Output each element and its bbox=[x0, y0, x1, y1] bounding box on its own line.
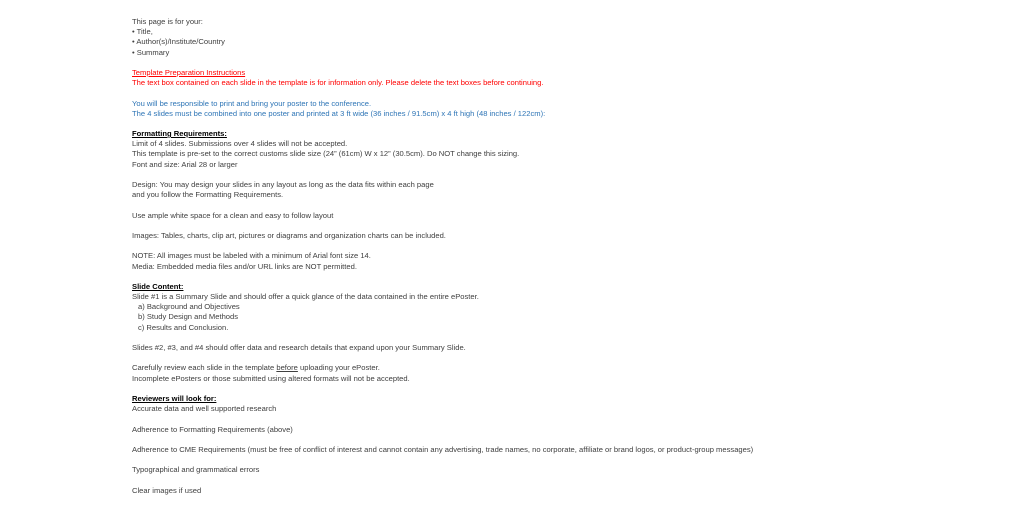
slide-content-heading: Slide Content: bbox=[132, 281, 184, 291]
formatting-note-images: NOTE: All images must be labeled with a minimum of Arial font size 14. bbox=[132, 251, 371, 261]
review-post-text: uploading your ePoster. bbox=[297, 363, 380, 373]
slide-content-item-a: a) Background and Objectives bbox=[138, 302, 240, 312]
slide-content-slides-234: Slides #2, #3, and #4 should offer data and research details that expand upon your Summary Slide. bbox=[132, 343, 466, 352]
formatting-images: Images: Tables, charts, clip art, pictures or diagrams and organization charts can be included. bbox=[132, 230, 446, 240]
conference-line-1: You will be responsible to print and bring your poster to the conference. bbox=[132, 98, 372, 108]
formatting-limit: Limit of 4 slides. Submissions over 4 slides will not be accepted. bbox=[132, 139, 348, 149]
conference-line-2: The 4 slides must be combined into one poster and printed at 3 ft wide (36 inches / 91.5cm) x 4 ft high (48 inches / 122cm): bbox=[132, 108, 546, 118]
formatting-media: Media: Embedded media files and/or URL links are NOT permitted. bbox=[132, 261, 357, 271]
template-prep-heading: Template Preparation Instructions bbox=[132, 67, 246, 77]
formatting-whitespace: Use ample white space for a clean and easy to follow layout bbox=[132, 210, 334, 220]
review-pre-text: Carefully review each slide in the template bbox=[132, 363, 277, 373]
instructions-text-box[interactable] bbox=[132, 17, 992, 496]
intro-heading: This page is for your: bbox=[132, 17, 203, 26]
formatting-size: This template is pre-set to the correct customs slide size (24” (61cm) W x 12” (30.5cm). Do NOT change this sizing. bbox=[132, 149, 520, 159]
reviewers-item-images: Clear images if used bbox=[132, 485, 202, 495]
formatting-font: Font and size: Arial 28 or larger bbox=[132, 159, 238, 169]
formatting-heading: Formatting Requirements: bbox=[132, 129, 227, 139]
reviewers-heading: Reviewers will look for: bbox=[132, 393, 217, 403]
template-prep-note: The text box contained on each slide in the template is for information only. Please delete the text boxes before continuing. bbox=[132, 78, 544, 88]
slide-content-item-b: b) Study Design and Methods bbox=[138, 312, 239, 322]
formatting-design-2: and you follow the Formatting Requirements. bbox=[132, 190, 284, 200]
intro-item-title: • Title, bbox=[132, 27, 153, 37]
slide-content-summary: Slide #1 is a Summary Slide and should offer a quick glance of the data contained in the entire ePoster. bbox=[132, 292, 479, 302]
review-before-text: before bbox=[276, 363, 298, 373]
reviewers-item-adherence-cme: Adherence to CME Requirements (must be free of conflict of interest and cannot contain any advertising, trade names, no corporate, affiliate or brand logos, or product-group messages) bbox=[132, 444, 754, 454]
reviewers-item-typo: Typographical and grammatical errors bbox=[132, 465, 260, 475]
reviewers-item-accurate: Accurate data and well supported research bbox=[132, 404, 277, 414]
slide-content-review bbox=[132, 363, 992, 373]
intro-item-authors: • Author(s)/Institute/Country bbox=[132, 37, 225, 47]
reviewers-item-adherence-formatting: Adherence to Formatting Requirements (above) bbox=[132, 424, 293, 434]
formatting-design-1: Design: You may design your slides in any layout as long as the data fits within each page bbox=[132, 180, 434, 189]
intro-item-summary: • Summary bbox=[132, 47, 170, 57]
slide-content-incomplete: Incomplete ePosters or those submitted using altered formats will not be accepted. bbox=[132, 373, 410, 383]
slide-content-item-c: c) Results and Conclusion. bbox=[138, 322, 229, 332]
